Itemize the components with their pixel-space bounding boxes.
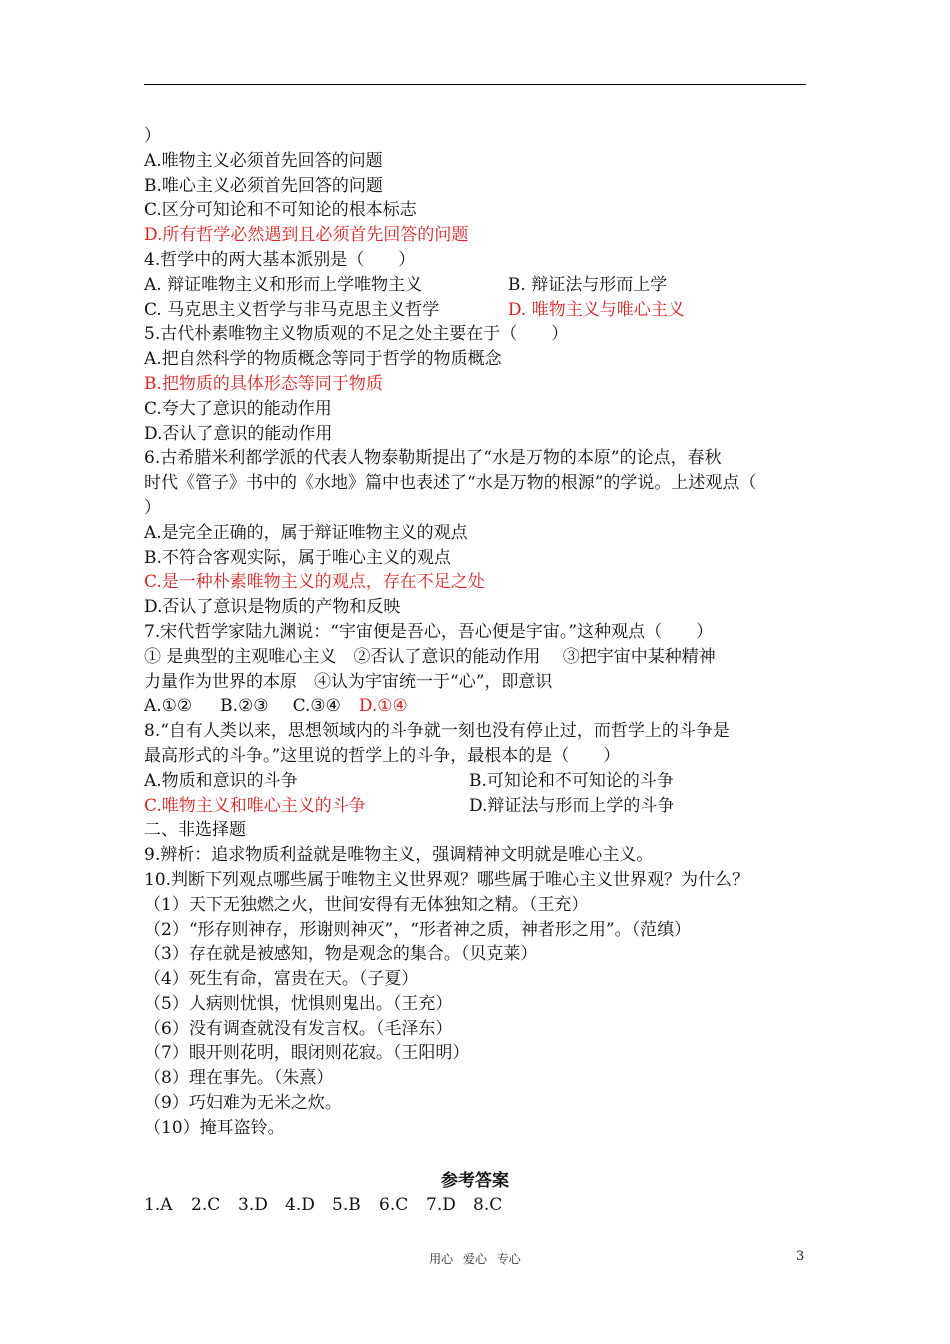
q7-stem: 7.宋代哲学家陆九渊说：“宇宙便是吾心，吾心便是宇宙。”这种观点（ ） (144, 621, 714, 642)
q10-item-8: （8）理在事先。（朱熹） (144, 1068, 334, 1089)
q8-options-row-1 (144, 769, 824, 794)
answer-key-list (144, 1193, 824, 1218)
q8-option-c-answer: C.唯物主义和唯心主义的斗争 (144, 795, 366, 816)
answer-item: 3.D (238, 1195, 268, 1216)
q8-option-a: A.物质和意识的斗争 (144, 770, 298, 791)
q10-item-9: （9）巧妇难为无米之炊。 (144, 1093, 342, 1114)
q5-option-d: D.否认了意识的能动作用 (144, 423, 333, 444)
q10-item-3: （3）存在就是被感知，物是观念的集合。（贝克莱） (144, 944, 538, 965)
q5-stem: 5.古代朴素唯物主义物质观的不足之处主要在于（ ） (144, 324, 569, 345)
q8-option-b: B.可知论和不可知论的斗争 (469, 770, 674, 791)
q7-statements-line-1: ① 是典型的主观唯心主义 ②否认了意识的能动作用 ③把宇宙中某种精神 (144, 646, 716, 667)
q4-options-row-2 (144, 298, 824, 323)
q10-item-2: （2）“形存则神存，形谢则神灭”，“形者神之质，神者形之用”。（范缜） (144, 919, 692, 940)
q10-stem: 10.判断下列观点哪些属于唯物主义世界观？哪些属于唯心主义世界观？为什么？ (144, 869, 750, 890)
q9-stem: 9.辨析：追求物质利益就是唯物主义，强调精神文明就是唯心主义。 (144, 845, 654, 866)
question-body (144, 124, 824, 1218)
answer-item: 1.A (144, 1195, 173, 1216)
q6-option-a: A.是完全正确的，属于辩证唯物主义的观点 (144, 522, 468, 543)
answer-item: 7.D (426, 1195, 456, 1216)
q10-item-7: （7）眼开则花明，眼闭则花寂。（王阳明） (144, 1043, 470, 1064)
q6-stem-line-2: 时代《管子》书中的《水地》篇中也表述了“水是万物的根源”的学说。上述观点（ (144, 473, 757, 494)
header-rule (144, 84, 806, 85)
q4-option-b: B. 辩证法与形而上学 (507, 274, 668, 295)
q3-option-b: B.唯心主义必须首先回答的问题 (144, 175, 383, 196)
answer-item: 6.C (379, 1195, 409, 1216)
q7-option-c: C.③④ (292, 696, 341, 717)
q7-option-b: B.②③ (220, 696, 269, 717)
q5-option-a: A.把自然科学的物质概念等同于哲学的物质概念 (144, 349, 502, 370)
q6-stem-line-3: ） (144, 497, 161, 518)
q4-options-row-1 (144, 273, 824, 298)
q10-item-4: （4）死生有命，富贵在天。（子夏） (144, 969, 419, 990)
q7-option-a: A.①② (144, 696, 193, 717)
q7-options (144, 694, 824, 719)
q6-option-d: D.否认了意识是物质的产物和反映 (144, 597, 401, 618)
q10-item-10: （10）掩耳盗铃。 (144, 1117, 285, 1138)
q6-stem-line-1: 6.古希腊米利都学派的代表人物泰勒斯提出了“水是万物的本原”的论点，春秋 (144, 448, 722, 469)
q7-statements-line-2: 力量作为世界的本原 ④认为宇宙统一于“心”，即意识 (144, 671, 553, 692)
q8-stem-line-1: 8.“自有人类以来，思想领域内的斗争就一刻也没有停止过，而哲学上的斗争是 (144, 721, 730, 742)
q5-option-b-answer: B.把物质的具体形态等同于物质 (144, 373, 383, 394)
q3-closing-paren: ） (144, 126, 161, 146)
q10-item-1: （1）天下无独燃之火，世间安得有无体独知之精。（王充） (144, 894, 589, 915)
q8-stem-line-2: 最高形式的斗争。”这里说的哲学上的斗争，最根本的是（ ） (144, 745, 621, 766)
answer-item: 4.D (285, 1195, 315, 1216)
q3-option-d-answer: D.所有哲学必然遇到且必须首先回答的问题 (144, 225, 469, 246)
q4-option-c: C. 马克思主义哲学与非马克思主义哲学 (144, 299, 440, 320)
q4-stem: 4.哲学中的两大基本派别是（ ） (144, 249, 416, 270)
q7-option-d-answer: D.①④ (358, 696, 408, 717)
footer-motto: 用心 爱心 专心 (429, 1252, 521, 1266)
answer-key-title: 参考答案 (441, 1170, 509, 1191)
answer-item: 2.C (191, 1195, 221, 1216)
q5-option-c: C.夸大了意识的能动作用 (144, 398, 332, 419)
q3-option-c: C.区分可知论和不可知论的根本标志 (144, 200, 417, 221)
answer-item: 5.B (332, 1195, 361, 1216)
q4-option-d-answer: D. 唯物主义与唯心主义 (507, 299, 685, 320)
q4-option-a: A. 辩证唯物主义和形而上学唯物主义 (144, 274, 423, 295)
q3-option-a: A.唯物主义必须首先回答的问题 (144, 150, 383, 171)
page-number: 3 (796, 1249, 805, 1264)
q10-item-5: （5）人病则忧惧，忧惧则鬼出。（王充） (144, 993, 453, 1014)
answer-item: 8.C (473, 1195, 503, 1216)
q8-options-row-2 (144, 794, 824, 819)
q6-option-b: B.不符合客观实际，属于唯心主义的观点 (144, 547, 451, 568)
q10-item-6: （6）没有调查就没有发言权。（毛泽东） (144, 1018, 453, 1039)
q6-option-c-answer: C.是一种朴素唯物主义的观点，存在不足之处 (144, 572, 485, 593)
section-2-heading: 二、非选择题 (144, 820, 246, 841)
q8-option-d: D.辩证法与形而上学的斗争 (469, 795, 675, 816)
